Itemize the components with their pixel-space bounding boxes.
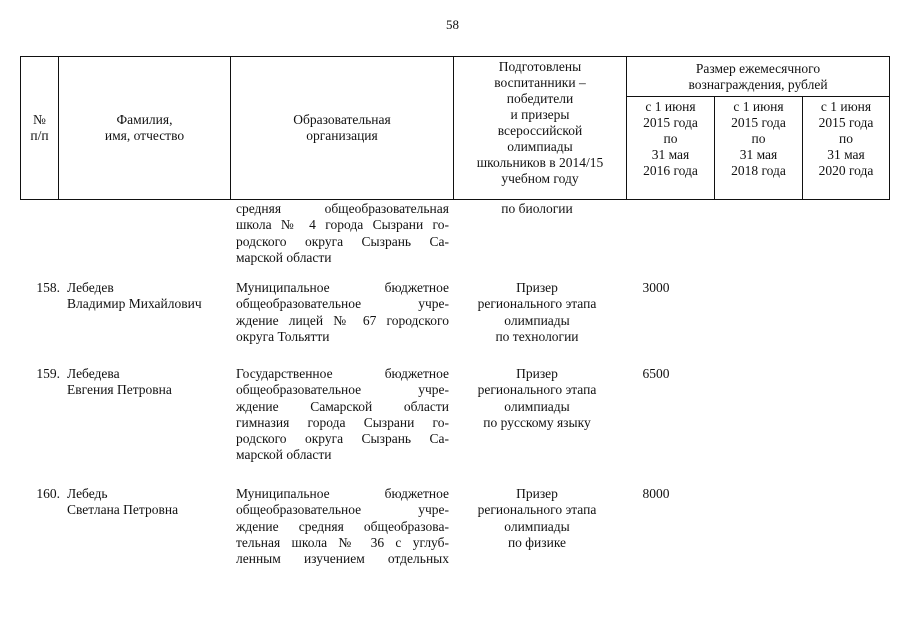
person-name [67,486,237,519]
header-organization [231,57,454,200]
achievement-line: по русскому языку [483,414,591,430]
achievement-line: олимпиады [504,518,570,534]
organization [236,280,449,345]
org-line: Муниципальное бюджетное [236,486,449,501]
achievement [452,280,622,345]
header-period-2018 [715,97,803,200]
achievement-line: Призер [516,280,558,295]
organization [236,366,449,464]
org-line: ленным изучением отдельных [236,551,449,567]
header-period-2020-text: с 1 июня 2015 года по 31 мая 2020 года [818,99,874,178]
org-line: общеобразовательное учре- [236,382,449,398]
org-line: округа Тольятти [236,328,330,344]
continuation-organization [236,201,449,266]
header-name [59,57,231,200]
achievement-line: регионального этапа [477,382,597,398]
achievement-line: по биологии [501,201,573,216]
achievement [452,366,622,431]
name-line: Светлана Петровна [67,502,179,518]
person-name [67,366,237,399]
org-line: ждение средняя общеобразова- [236,518,449,534]
header-number [21,57,59,200]
org-line: тельная школа № 36 с углуб- [236,534,449,550]
org-line: средняя общеобразовательная [236,201,449,216]
name-line: Лебедев [67,280,114,295]
achievement-line: Призер [516,486,558,501]
header-period-2016 [627,97,715,200]
page-number: 58 [446,17,459,32]
header-period-2016-text: с 1 июня 2015 года по 31 мая 2016 года [643,99,698,178]
award-amount: 3000 [642,280,670,295]
name-line: Лебедева [67,366,120,381]
org-line: марской области [236,249,332,265]
org-line: ждение Самарской области [236,398,449,414]
org-line: общеобразовательное учре- [236,502,449,518]
header-number-text: № п/п [30,112,49,143]
achievement-line: регионального этапа [477,296,597,312]
header-organization-text: Образовательная организация [293,112,391,143]
header-award [627,57,890,97]
org-line: марской области [236,447,332,463]
org-line: общеобразовательное учре- [236,296,449,312]
header-prepared [454,57,627,200]
org-line: ждение лицей № 67 городского [236,312,449,328]
org-line: гимназия города Сызрани го- [236,414,449,430]
header-period-2018-text: с 1 июня 2015 года по 31 мая 2018 года [731,99,786,178]
organization [236,486,449,567]
achievement-line: олимпиады [504,398,570,414]
org-line: Муниципальное бюджетное [236,280,449,295]
award-amount: 6500 [642,366,670,381]
achievement-line: по технологии [495,328,579,344]
row-number: 158. [36,280,60,295]
achievement-line: по физике [507,534,567,550]
person-name [67,280,237,313]
row-number: 159. [36,366,60,381]
org-line: родского округа Сызрань Са- [236,233,449,249]
header-period-2020 [803,97,890,200]
table-header [20,56,890,200]
achievement-line: регионального этапа [477,502,597,518]
achievement-line: Призер [516,366,558,381]
name-line: Евгения Петровна [67,382,172,398]
header-name-text: Фамилия, имя, отчество [104,112,185,143]
org-line: Государственное бюджетное [236,366,449,381]
name-line: Владимир Михайлович [67,296,202,312]
org-line: школа № 4 города Сызрани го- [236,217,449,233]
continuation-achievement [452,201,622,217]
row-number: 160. [36,486,60,501]
name-line: Лебедь [67,486,108,501]
award-amount: 8000 [642,486,670,501]
header-award-text: Размер ежемесячного вознаграждения, рублей [688,60,828,92]
org-line: родского округа Сызрань Са- [236,431,449,447]
header-prepared-text: Подготовлены воспитанники – победители и призеры всероссийской олимпиады школьников в 2014/15 учебном году [476,59,604,186]
achievement [452,486,622,551]
achievement-line: олимпиады [504,312,570,328]
